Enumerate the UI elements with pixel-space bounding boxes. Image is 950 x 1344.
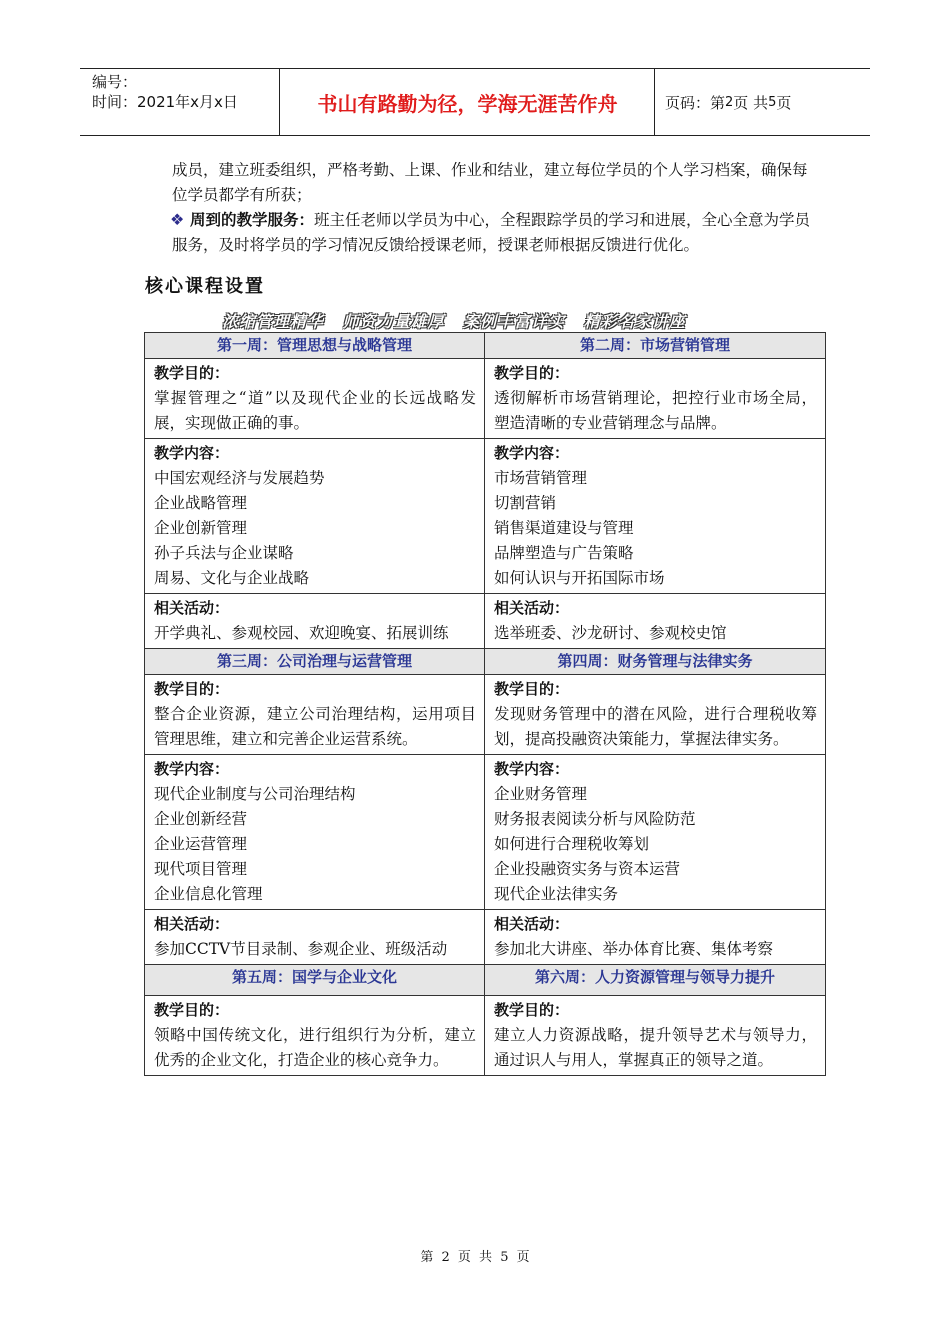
content-item: 如何认识与开拓国际市场 — [494, 569, 665, 587]
content-item: 周易、文化与企业战略 — [154, 569, 310, 587]
goal-label: 教学目的： — [154, 364, 230, 382]
goal-text: 整合企业资源，建立公司治理结构，运用项目管理思维，建立和完善企业运营系统。 — [154, 705, 476, 748]
content-item: 企业运营管理 — [154, 835, 248, 853]
table-row — [145, 439, 826, 594]
goal-cell — [145, 996, 485, 1076]
week-title: 第四周：财务管理与法律实务 — [485, 649, 826, 675]
goal-cell — [145, 359, 485, 439]
time-label: 时间：2021年x月x日 — [92, 93, 238, 111]
content-item: 市场营销管理 — [494, 469, 588, 487]
goal-cell — [485, 996, 826, 1076]
activity-text: 参加CCTV节目录制、参观企业、班级活动 — [154, 940, 448, 958]
goal-label: 教学目的： — [494, 1001, 570, 1019]
content-cell — [485, 755, 826, 910]
goal-text: 建立人力资源战略，提升领导艺术与领导力，通过识人与用人，掌握真正的领导之道。 — [494, 1026, 817, 1069]
content-item: 企业创新经营 — [154, 810, 248, 828]
activity-label: 相关活动： — [494, 599, 570, 617]
content-item: 现代企业法律实务 — [494, 885, 619, 903]
header-meta — [80, 69, 280, 135]
content-label: 教学内容： — [494, 760, 570, 778]
content-item: 企业信息化管理 — [154, 885, 263, 903]
page-footer: 第 2 页 共 5 页 — [420, 1250, 530, 1265]
header-motto: 书山有路勤为径，学海无涯苦作舟 — [281, 69, 655, 135]
service-paragraph — [172, 208, 822, 258]
service-label: 周到的教学服务： — [190, 211, 315, 229]
content-cell — [485, 439, 826, 594]
content-item: 中国宏观经济与发展趋势 — [154, 469, 325, 487]
content-item: 孙子兵法与企业谋略 — [154, 544, 294, 562]
content-item: 切割营销 — [494, 494, 557, 512]
week-title: 第二周：市场营销管理 — [485, 333, 826, 359]
header-page-number: 页码：第 2 页 共 5 页 — [665, 93, 792, 112]
content-item: 财务报表阅读分析与风险防范 — [494, 810, 696, 828]
table-row — [145, 649, 826, 675]
week-title: 第一周：管理思想与战略管理 — [145, 333, 485, 359]
content-item: 企业战略管理 — [154, 494, 248, 512]
goal-label: 教学目的： — [494, 680, 570, 698]
activity-text: 参加北大讲座、举办体育比赛、集体考察 — [494, 940, 774, 958]
activity-label: 相关活动： — [154, 599, 230, 617]
content-label: 教学内容： — [494, 444, 570, 462]
content-cell — [145, 439, 485, 594]
table-row — [145, 755, 826, 910]
diamond-bullet-icon: ❖ — [170, 210, 185, 229]
goal-text: 透彻解析市场营销理论，把控行业市场全局，塑造清晰的专业营销理念与品牌。 — [494, 389, 817, 432]
table-row — [145, 910, 826, 965]
activity-text: 选举班委、沙龙研讨、参观校史馆 — [494, 624, 727, 642]
activity-label: 相关活动： — [494, 915, 570, 933]
activity-cell — [485, 910, 826, 965]
activity-label: 相关活动： — [154, 915, 230, 933]
content-item: 现代项目管理 — [154, 860, 248, 878]
content-item: 品牌塑造与广告策略 — [494, 544, 634, 562]
activity-cell — [145, 594, 485, 649]
intro-paragraph: 成员，建立班委组织，严格考勤、上课、作业和结业，建立每位学员的个人学习档案，确保每位学员都学有所获； — [172, 161, 808, 204]
goal-text: 掌握管理之“道”以及现代企业的长远战略发展，实现做正确的事。 — [154, 389, 476, 432]
goal-text: 发现财务管理中的潜在风险，进行合理税收筹划，提高投融资决策能力，掌握法律实务。 — [494, 705, 817, 748]
week-title: 第五周：国学与企业文化 — [145, 965, 485, 996]
content-item: 销售渠道建设与管理 — [494, 519, 634, 537]
table-row — [145, 996, 826, 1076]
goal-text: 领略中国传统文化，进行组织行为分析，建立优秀的企业文化，打造企业的核心竞争力。 — [154, 1026, 476, 1069]
activity-cell — [145, 910, 485, 965]
content-item: 现代企业制度与公司治理结构 — [154, 785, 356, 803]
section-title: 核心课程设置 — [145, 276, 265, 297]
content-cell — [145, 755, 485, 910]
goal-label: 教学目的： — [154, 1001, 230, 1019]
content-item: 企业创新管理 — [154, 519, 248, 537]
table-row — [145, 965, 826, 996]
goal-cell — [485, 675, 826, 755]
content-item: 如何进行合理税收筹划 — [494, 835, 650, 853]
table-row — [145, 594, 826, 649]
goal-label: 教学目的： — [494, 364, 570, 382]
course-slogan: 浓缩管理精华 师资力量雄厚 案例丰富详实 精彩名家讲座 — [222, 312, 686, 331]
service-text: 班主任老师以学员为中心，全程跟踪学员的学习和进展，全心全意为学员服务，及时将学员的学习情况反馈给授课老师，授课老师根据反馈进行优化。 — [172, 211, 811, 254]
week-title: 第六周：人力资源管理与领导力提升 — [485, 965, 826, 996]
content-item: 企业财务管理 — [494, 785, 588, 803]
goal-label: 教学目的： — [154, 680, 230, 698]
content-label: 教学内容： — [154, 444, 230, 462]
course-table — [144, 332, 826, 1076]
table-row — [145, 675, 826, 755]
activity-cell — [485, 594, 826, 649]
table-row — [145, 333, 826, 359]
number-label: 编号： — [92, 73, 138, 91]
content-label: 教学内容： — [154, 760, 230, 778]
goal-cell — [485, 359, 826, 439]
table-row — [145, 359, 826, 439]
activity-text: 开学典礼、参观校园、欢迎晚宴、拓展训练 — [154, 624, 449, 642]
week-title: 第三周：公司治理与运营管理 — [145, 649, 485, 675]
goal-cell — [145, 675, 485, 755]
content-item: 企业投融资实务与资本运营 — [494, 860, 681, 878]
page-header — [80, 68, 870, 136]
